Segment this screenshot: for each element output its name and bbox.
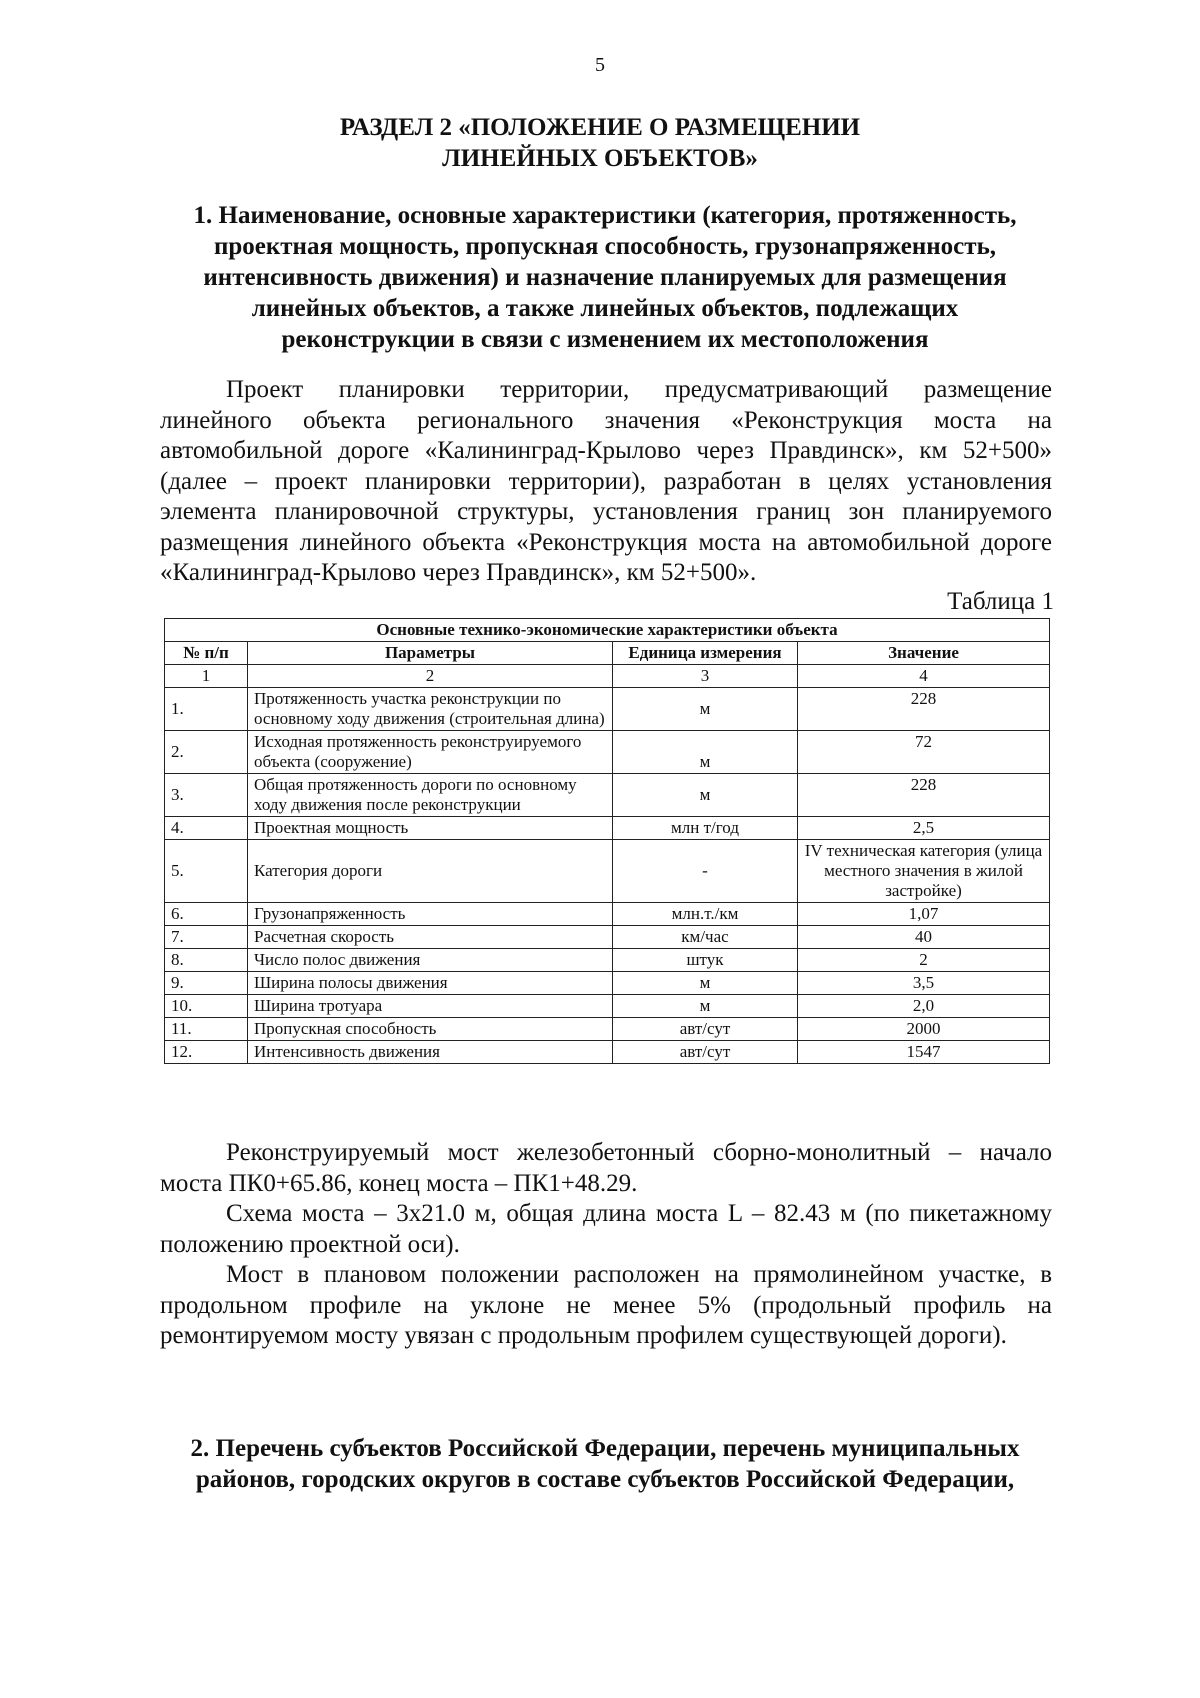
heading-line: реконструкции в связи с изменением их местоположения bbox=[281, 326, 929, 353]
row-num: 1. bbox=[165, 688, 248, 731]
table-row bbox=[165, 1018, 1050, 1041]
row-num: 8. bbox=[165, 949, 248, 972]
row-unit: авт/сут bbox=[613, 1018, 798, 1041]
row-param: Ширина тротуара bbox=[248, 995, 613, 1018]
characteristics-table bbox=[164, 618, 1050, 1064]
heading-line: проектная мощность, пропускная способность, грузонапряженность, bbox=[213, 233, 997, 260]
row-unit: м bbox=[613, 688, 798, 731]
paragraph-bridge-position: Мост в плановом положении расположен на прямолинейном участке, в продольном профиле на уклоне не менее 5% (продольный профиль на ремонтируемом мосту увязан с продольным профилем существующей дороги). bbox=[160, 1261, 1052, 1349]
row-param: Ширина полосы движения bbox=[248, 972, 613, 995]
table-header-row bbox=[165, 642, 1050, 665]
table-row bbox=[165, 972, 1050, 995]
row-param: Проектная мощность bbox=[248, 817, 613, 840]
subsection-1-heading bbox=[160, 200, 1050, 355]
row-unit: млн т/год bbox=[613, 817, 798, 840]
col-number: 1 bbox=[165, 665, 248, 688]
row-param: Исходная протяженность реконструируемого объекта (сооружение) bbox=[248, 731, 613, 774]
header-param: Параметры bbox=[248, 642, 613, 665]
row-value: 40 bbox=[798, 926, 1050, 949]
row-param: Интенсивность движения bbox=[248, 1041, 613, 1064]
heading-line: интенсивность движения) и назначение планируемых для размещения bbox=[203, 264, 1007, 291]
heading-line: 2. Перечень субъектов Российской Федерации, перечень муниципальных bbox=[190, 1435, 1020, 1462]
row-param: Пропускная способность bbox=[248, 1018, 613, 1041]
page-number: 5 bbox=[595, 54, 605, 76]
table-row bbox=[165, 688, 1050, 731]
row-num: 7. bbox=[165, 926, 248, 949]
row-unit: млн.т./км bbox=[613, 903, 798, 926]
row-num: 3. bbox=[165, 774, 248, 817]
table-row bbox=[165, 840, 1050, 903]
col-number: 2 bbox=[248, 665, 613, 688]
row-value: 2000 bbox=[798, 1018, 1050, 1041]
row-value: 2,5 bbox=[798, 817, 1050, 840]
table-row bbox=[165, 817, 1050, 840]
row-num: 2. bbox=[165, 731, 248, 774]
table-row bbox=[165, 731, 1050, 774]
row-value: 2,0 bbox=[798, 995, 1050, 1018]
section-title bbox=[200, 112, 1000, 174]
table-row bbox=[165, 774, 1050, 817]
row-value: 2 bbox=[798, 949, 1050, 972]
paragraph-bridge-scheme: Схема моста – 3х21.0 м, общая длина моста L – 82.43 м (по пикетажному положению проектной оси). bbox=[160, 1200, 1052, 1258]
table-title: Основные технико-экономические характеристики объекта bbox=[165, 619, 1050, 642]
subsection-2-heading bbox=[160, 1433, 1050, 1495]
table-row bbox=[165, 903, 1050, 926]
row-unit: км/час bbox=[613, 926, 798, 949]
heading-line: районов, городских округов в составе субъектов Российской Федерации, bbox=[195, 1466, 1015, 1493]
row-value: 228 bbox=[798, 774, 1050, 817]
row-unit: м bbox=[613, 774, 798, 817]
row-num: 6. bbox=[165, 903, 248, 926]
row-num: 5. bbox=[165, 840, 248, 903]
row-param: Протяженность участка реконструкции по основному ходу движения (строительная длина) bbox=[248, 688, 613, 731]
table-row bbox=[165, 949, 1050, 972]
row-unit: м bbox=[613, 731, 798, 774]
table-title-row bbox=[165, 619, 1050, 642]
row-param: Число полос движения bbox=[248, 949, 613, 972]
row-unit: - bbox=[613, 840, 798, 903]
row-param: Грузонапряженность bbox=[248, 903, 613, 926]
col-number: 3 bbox=[613, 665, 798, 688]
header-num: № п/п bbox=[165, 642, 248, 665]
row-num: 4. bbox=[165, 817, 248, 840]
row-value: 72 bbox=[798, 731, 1050, 774]
row-param: Категория дороги bbox=[248, 840, 613, 903]
row-unit: м bbox=[613, 995, 798, 1018]
paragraph-project-description: Проект планировки территории, предусматривающий размещение линейного объекта регионального значения «Реконструкция моста на автомобильной дороге «Калининград-Крылово через Правдинск», км 52+500» (далее – проект планировки территории), разработан в целях установления элемента планировочной структуры, установления границ зон планируемого размещения линейного объекта «Реконструкция моста на автомобильной дороге «Калининград-Крылово через Правдинск», км 52+500». bbox=[160, 376, 1052, 586]
row-value: 1,07 bbox=[798, 903, 1050, 926]
section-title-line: ЛИНЕЙНЫХ ОБЪЕКТОВ» bbox=[442, 145, 758, 172]
table-row bbox=[165, 995, 1050, 1018]
row-unit: штук bbox=[613, 949, 798, 972]
header-unit: Единица измерения bbox=[613, 642, 798, 665]
row-param: Общая протяженность дороги по основному ходу движения после реконструкции bbox=[248, 774, 613, 817]
column-number-row bbox=[165, 665, 1050, 688]
table-caption: Таблица 1 bbox=[947, 588, 1054, 615]
table-row bbox=[165, 1041, 1050, 1064]
header-value: Значение bbox=[798, 642, 1050, 665]
heading-line: линейных объектов, а также линейных объектов, подлежащих bbox=[251, 295, 959, 322]
table-row bbox=[165, 926, 1050, 949]
row-num: 12. bbox=[165, 1041, 248, 1064]
paragraph-bridge-type: Реконструируемый мост железобетонный сборно-монолитный – начало моста ПК0+65.86, конец моста – ПК1+48.29. bbox=[160, 1139, 1052, 1197]
row-num: 9. bbox=[165, 972, 248, 995]
col-number: 4 bbox=[798, 665, 1050, 688]
row-unit: м bbox=[613, 972, 798, 995]
row-param: Расчетная скорость bbox=[248, 926, 613, 949]
row-value: 228 bbox=[798, 688, 1050, 731]
section-title-line: РАЗДЕЛ 2 «ПОЛОЖЕНИЕ О РАЗМЕЩЕНИИ bbox=[339, 114, 861, 141]
row-num: 10. bbox=[165, 995, 248, 1018]
row-num: 11. bbox=[165, 1018, 248, 1041]
row-value: IV техническая категория (улица местного значения в жилой застройке) bbox=[798, 840, 1050, 903]
row-value: 3,5 bbox=[798, 972, 1050, 995]
row-value: 1547 bbox=[798, 1041, 1050, 1064]
row-unit: авт/сут bbox=[613, 1041, 798, 1064]
heading-line: 1. Наименование, основные характеристики (категория, протяженность, bbox=[193, 202, 1017, 229]
